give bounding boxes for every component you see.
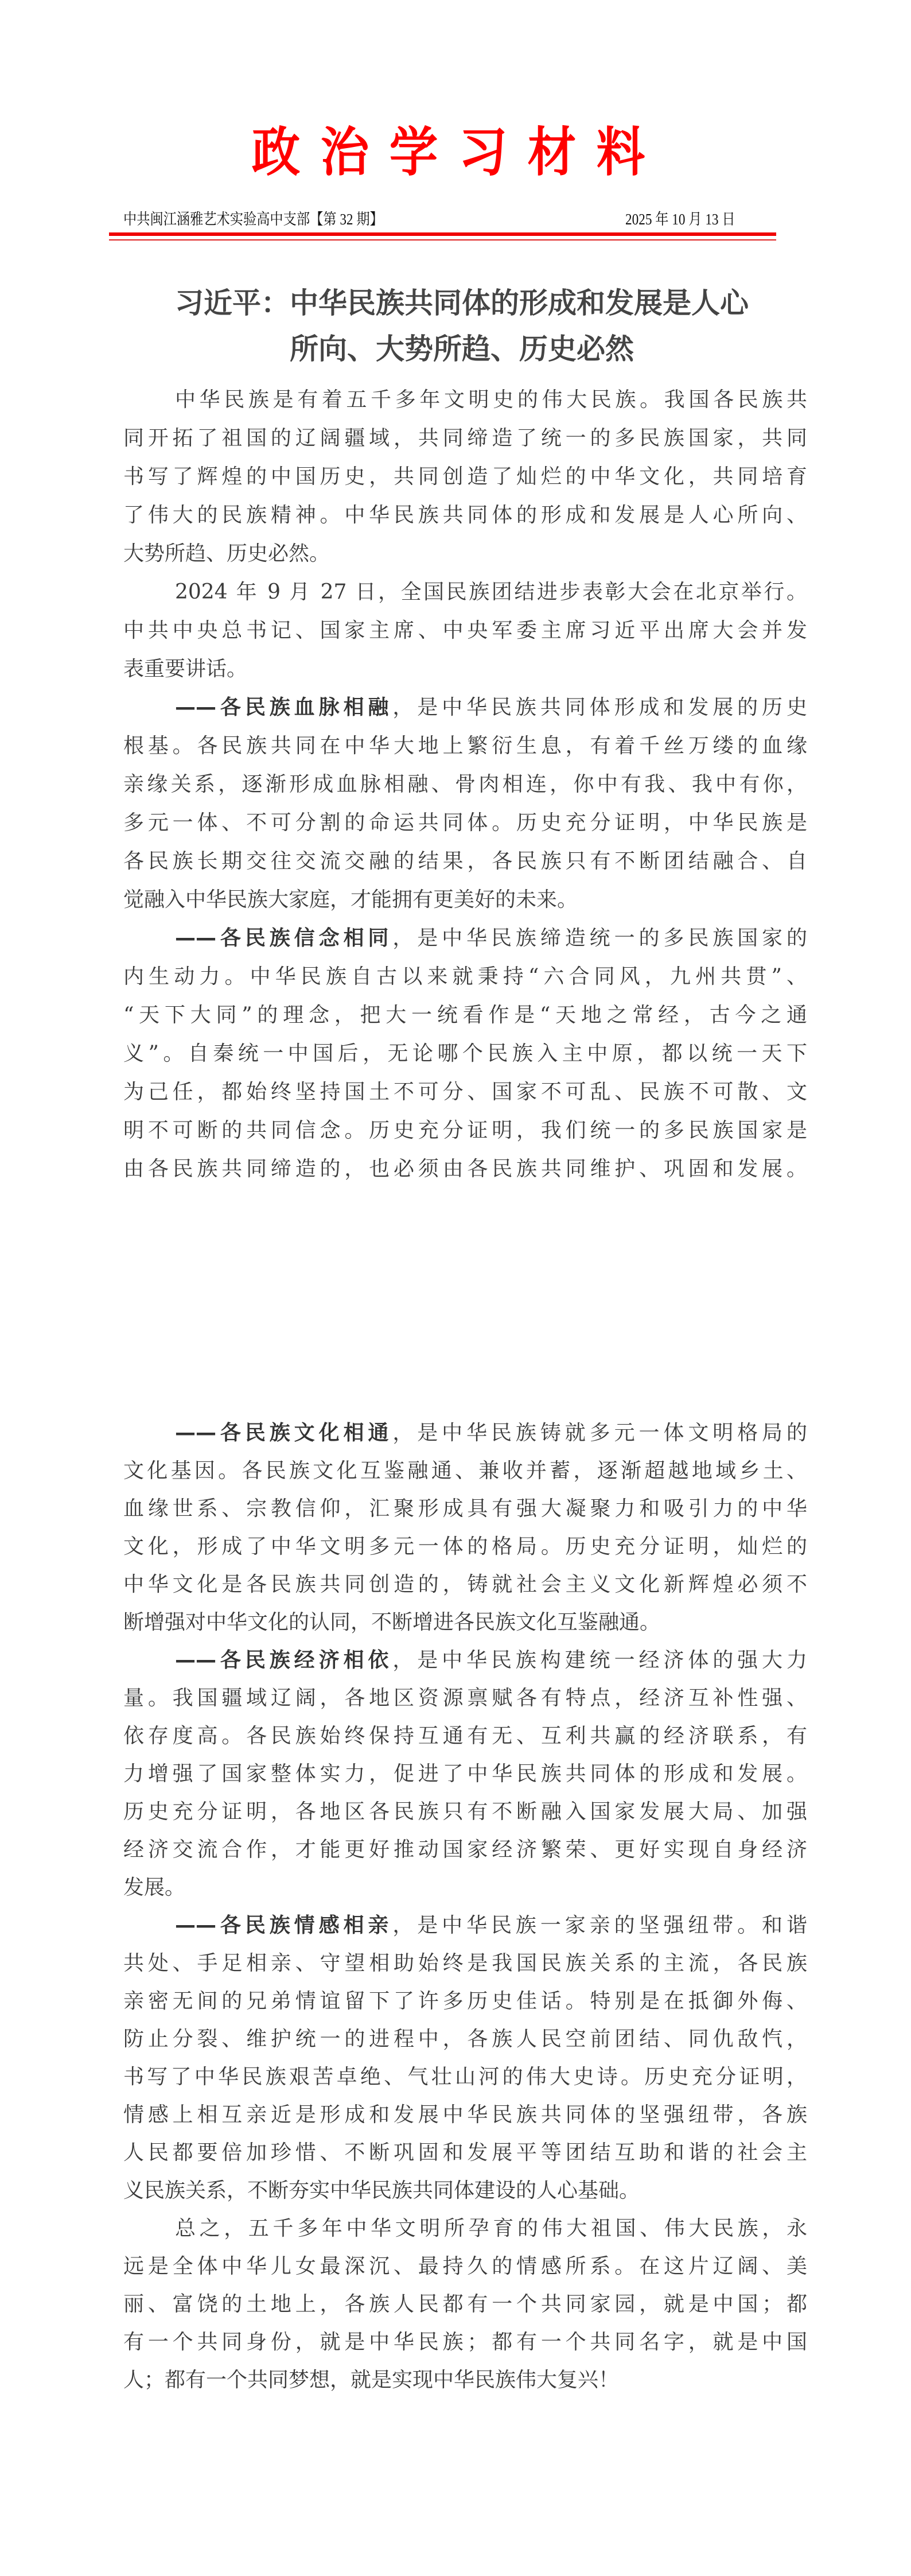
paragraph-line: ——各民族血脉相融，是中华民族共同体形成和发展的历史 <box>175 696 807 719</box>
paragraph-line: 亲缘关系，逐渐形成血脉相融、骨肉相连，你中有我、我中有你， <box>123 773 807 796</box>
paragraph-line: 了伟大的民族精神。中华民族共同体的形成和发展是人心所向、 <box>123 503 807 527</box>
paragraph-line: 多元一体、不可分割的命运共同体。历史充分证明，中华民族是 <box>123 811 807 835</box>
paragraph-line: 文化，形成了中华文明多元一体的格局。历史充分证明，灿烂的 <box>123 1535 807 1558</box>
masthead-rule-thin <box>109 239 776 240</box>
paragraph-line: 断增强对中华文化的认同，不断增进各民族文化互鉴融通。 <box>123 1611 661 1634</box>
paragraph-line: ——各民族经济相依，是中华民族构建统一经济体的强大力 <box>175 1648 807 1672</box>
paragraph-line: 义”。自秦统一中国后，无论哪个民族入主中原，都以统一天下 <box>123 1042 807 1065</box>
paragraph-line: 各民族长期交往交流交融的结果，各民族只有不断团结融合、自 <box>123 849 807 873</box>
paragraph-line: 人民都要倍加珍惜、不断巩固和发展平等团结互助和谐的社会主 <box>123 2141 807 2164</box>
paragraph-line: 依存度高。各民族始终保持互通有无、互利共赢的经济联系，有 <box>123 1724 807 1748</box>
paragraph-line: 明不可断的共同信念。历史充分证明，我们统一的多民族国家是 <box>123 1119 807 1142</box>
paragraph-line: 防止分裂、维护统一的进程中，各族人民空前团结、同仇敌忾， <box>123 2027 807 2051</box>
paragraph-line: 表重要讲话。 <box>123 657 248 681</box>
paragraph-line: 同开拓了祖国的辽阔疆域，共同缔造了统一的多民族国家，共同 <box>123 426 807 450</box>
paragraph-line: 中华文化是各民族共同创造的，铸就社会主义文化新辉煌必须不 <box>123 1573 807 1596</box>
paragraph-line: 丽、富饶的土地上，各族人民都有一个共同家园，就是中国；都 <box>123 2292 807 2316</box>
paragraph-line: 远是全体中华儿女最深沉、最持久的情感所系。在这片辽阔、美 <box>123 2255 807 2278</box>
masthead-title-char: 习 <box>458 121 507 183</box>
paragraph-line: 量。我国疆域辽阔，各地区资源禀赋各有特点，经济互补性强、 <box>123 1686 807 1710</box>
paragraph-line: 总之，五千多年中华文明所孕育的伟大祖国、伟大民族，永 <box>175 2217 807 2240</box>
paragraph-line: ——各民族情感相亲，是中华民族一家亲的坚强纽带。和谐 <box>175 1914 807 1937</box>
paragraph-line: 亲密无间的兄弟情谊留下了许多历史佳话。特别是在抵御外侮、 <box>123 1989 807 2013</box>
issue-info <box>123 207 383 230</box>
paragraph-line: 书写了辉煌的中国历史，共同创造了灿烂的中华文化，共同培育 <box>123 465 807 488</box>
paragraph-line: 根基。各民族共同在中华大地上繁衍生息，有着千丝万缕的血缘 <box>123 734 807 758</box>
paragraph-line: 文化基因。各民族文化互鉴融通、兼收并蓄，逐渐超越地域乡土、 <box>123 1459 807 1483</box>
masthead-title-char: 治 <box>320 121 369 183</box>
section-lead: ——各民族血脉相融 <box>175 696 393 719</box>
paragraph-line: 觉融入中华民族大家庭，才能拥有更美好的未来。 <box>123 888 578 911</box>
paragraph-line: 共处、手足相亲、守望相助始终是我国民族关系的主流，各民族 <box>123 1952 807 1975</box>
masthead-title-char: 政 <box>251 121 301 183</box>
paragraph-line: 有一个共同身份，就是中华民族；都有一个共同名字，就是中国 <box>123 2330 807 2354</box>
paragraph-line: 内生动力。中华民族自古以来就秉持“六合同风，九州共贯”、 <box>123 965 807 988</box>
masthead-title <box>229 118 682 187</box>
paragraph-line: 中华民族是有着五千多年文明史的伟大民族。我国各民族共 <box>175 388 807 412</box>
issue-date: 2025 年 10 月 13 日 <box>625 211 735 228</box>
article-title-line-2: 所向、大势所趋、历史必然 <box>290 332 634 366</box>
paragraph-line: 力增强了国家整体实力，促进了中华民族共同体的形成和发展。 <box>123 1762 807 1786</box>
organization-name: 中共闽江涵雅艺术实验高中支部 <box>123 211 310 228</box>
paragraph-line: 血缘世系、宗教信仰，汇聚形成具有强大凝聚力和吸引力的中华 <box>123 1497 807 1520</box>
paragraph-line: 历史充分证明，各地区各民族只有不断融入国家发展大局、加强 <box>123 1800 807 1824</box>
section-lead: ——各民族情感相亲 <box>175 1914 393 1937</box>
issue-number: 【第 32 期】 <box>310 211 383 228</box>
paragraph-line: “天下大同”的理念，把大一统看作是“天地之常经，古今之通 <box>123 1003 807 1027</box>
paragraph-line: 情感上相互亲近是形成和发展中华民族共同体的坚强纽带，各族 <box>123 2103 807 2127</box>
section-lead: ——各民族经济相依 <box>175 1648 393 1672</box>
masthead-title-char: 料 <box>596 121 645 183</box>
masthead-title-char: 材 <box>527 121 577 183</box>
paragraph-line: 义民族关系，不断夯实中华民族共同体建设的人心基础。 <box>123 2179 640 2202</box>
section-lead: ——各民族文化相通 <box>175 1421 393 1445</box>
paragraph-line: 发展。 <box>123 1876 186 1899</box>
paragraph-line: 人；都有一个共同梦想，就是实现中华民族伟大复兴！ <box>123 2368 620 2392</box>
paragraph-line: 中共中央总书记、国家主席、中央军委主席习近平出席大会并发 <box>123 619 807 642</box>
masthead-rule-thick <box>109 232 776 236</box>
paragraph-line: 为己任，都始终坚持国土不可分、国家不可乱、民族不可散、文 <box>123 1080 807 1104</box>
paragraph-line: ——各民族信念相同，是中华民族缔造统一的多民族国家的 <box>175 926 807 950</box>
masthead-title-char: 学 <box>390 121 438 183</box>
paragraph-line: 书写了中华民族艰苦卓绝、气壮山河的伟大史诗。历史充分证明， <box>123 2065 807 2089</box>
paragraph-line: ——各民族文化相通，是中华民族铸就多元一体文明格局的 <box>175 1421 807 1445</box>
paragraph-line: 由各民族共同缔造的，也必须由各民族共同维护、巩固和发展。 <box>123 1157 807 1181</box>
article-title-line-1: 习近平：中华民族共同体的形成和发展是人心 <box>175 286 749 320</box>
paragraph-line: 大势所趋、历史必然。 <box>123 542 330 565</box>
paragraph-line: 2024 年 9 月 27 日，全国民族团结进步表彰大会在北京举行。 <box>175 580 807 604</box>
paragraph-line: 经济交流合作，才能更好推动国家经济繁荣、更好实现自身经济 <box>123 1838 807 1861</box>
section-lead: ——各民族信念相同 <box>175 926 393 950</box>
